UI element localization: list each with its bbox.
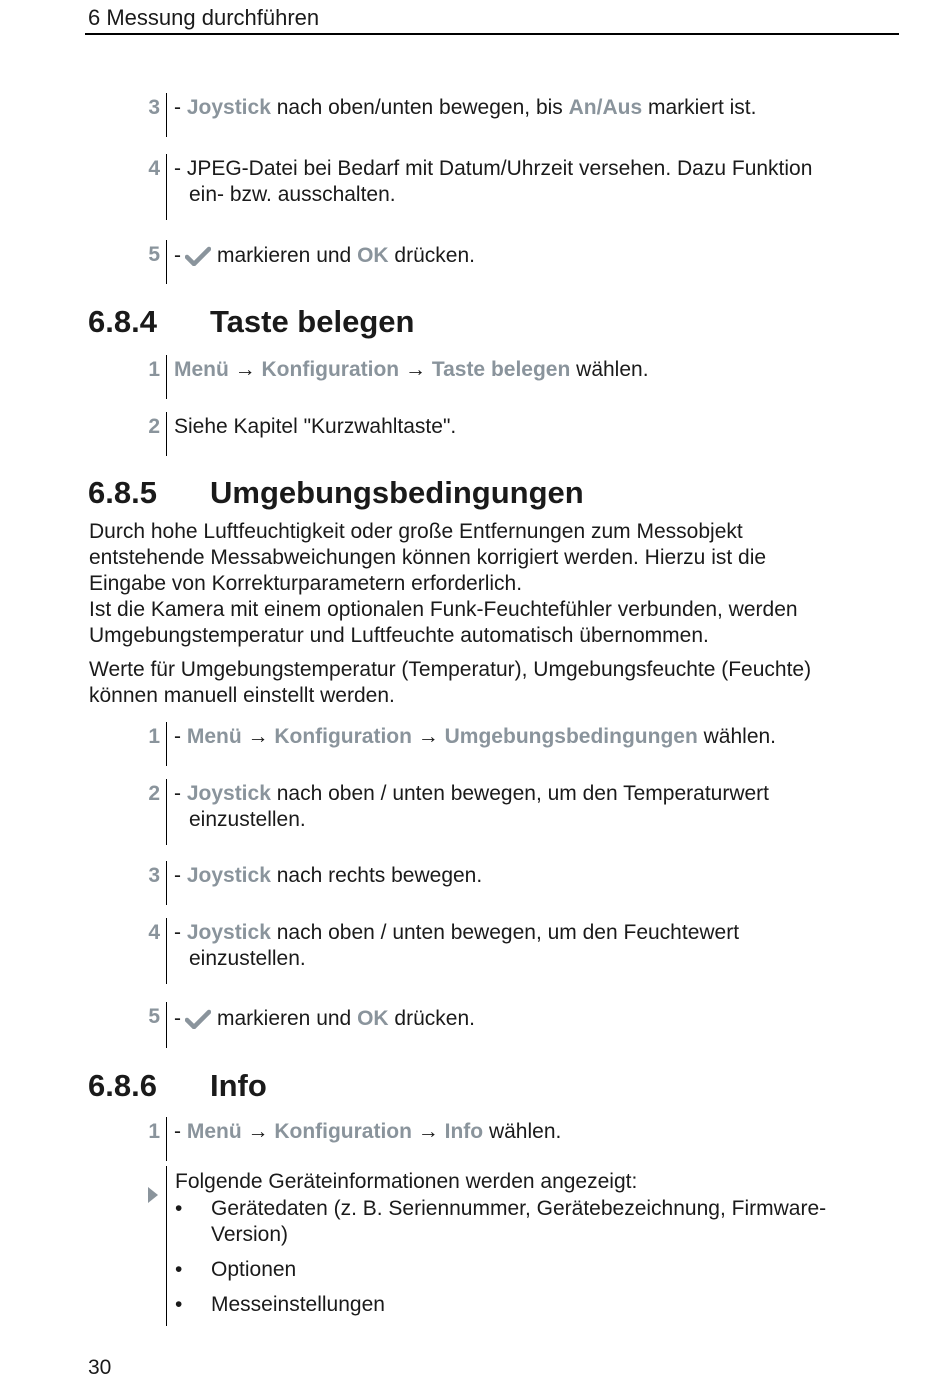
ok-term: OK (357, 244, 389, 267)
step-bar (166, 722, 167, 766)
step-text: - markieren und OK drücken. (174, 1007, 475, 1030)
step-text: - markieren und OK drücken. (174, 244, 475, 267)
section-number: 6.8.6 (88, 1068, 157, 1103)
menu-term: Menü (186, 725, 242, 748)
step-bar (166, 861, 167, 905)
an-aus-term: An/Aus (568, 96, 643, 119)
step-number: 2 (148, 415, 160, 438)
check-icon (185, 246, 211, 266)
umgebungsbedingungen-term: Umgebungsbedingungen (444, 725, 698, 748)
step-text: Menü → Konfiguration → Taste belegen wählen. (174, 358, 649, 381)
section-title: Umgebungsbedingungen (210, 475, 584, 510)
page-number: 30 (88, 1356, 112, 1379)
list-item: • Messeinstellungen (175, 1292, 826, 1318)
konfiguration-term: Konfiguration (274, 725, 412, 748)
menu-term: Menü (174, 358, 229, 381)
section-number: 6.8.5 (88, 475, 157, 510)
konfiguration-term: Konfiguration (261, 358, 400, 381)
step-text: - Menü → Konfiguration → Info wählen. (174, 1120, 562, 1143)
section-685-paragraph-1: Durch hohe Luftfeuchtigkeit oder große Entfernungen zum Messobjekt entstehende Messabweichungen können korrigiert werden. Hierzu ist die Eingabe von Korrekturparametern erforderlich. Ist die Kamera mit einem optionalen Funk-Feuchtefühler verbunden, werden Umgebungstemperatur und Luftfeuchte automatisch übernommen. (89, 520, 798, 647)
info-bullet-list (175, 1196, 826, 1318)
step-text: - JPEG-Datei bei Bedarf mit Datum/Uhrzeit versehen. Dazu Funktion ein- bzw. ausschalten. (174, 157, 813, 206)
info-term: Info (444, 1120, 484, 1143)
step-text: Siehe Kapitel "Kurzwahltaste". (174, 415, 457, 438)
triangle-right-icon (147, 1186, 159, 1204)
step-bar (166, 412, 167, 456)
joystick-term: Joystick (186, 864, 271, 887)
joystick-term: Joystick (186, 921, 271, 944)
ok-term: OK (357, 1007, 389, 1030)
step-text: - Menü → Konfiguration → Umgebungsbedingungen wählen. (174, 725, 777, 748)
step-text: - Joystick nach oben / unten bewegen, um den Feuchtewert einzustellen. (174, 921, 740, 970)
step-bar (166, 154, 167, 220)
step-bar (166, 240, 167, 284)
step-text: - Joystick nach oben/unten bewegen, bis An/Aus markiert ist. (174, 96, 757, 119)
step-number: 5 (148, 243, 160, 266)
check-icon (185, 1009, 211, 1029)
taste-belegen-term: Taste belegen (431, 358, 571, 381)
joystick-term: Joystick (186, 96, 271, 119)
step-bar (166, 779, 167, 845)
section-title: Info (210, 1068, 267, 1103)
section-number: 6.8.4 (88, 304, 157, 339)
step-bar (166, 355, 167, 399)
konfiguration-term: Konfiguration (274, 1120, 412, 1143)
step-number: 5 (148, 1005, 160, 1028)
header-rule (85, 33, 899, 35)
joystick-term: Joystick (186, 782, 271, 805)
list-item: • Optionen (175, 1257, 826, 1283)
step-bar (166, 1002, 167, 1048)
step-number: 2 (148, 782, 160, 805)
list-item: • Gerätedaten (z. B. Seriennummer, Gerätebezeichnung, Firmware- Version) (175, 1196, 826, 1248)
step-text: - Joystick nach rechts bewegen. (174, 864, 483, 887)
section-685-paragraph-2: Werte für Umgebungstemperatur (Temperatur), Umgebungsfeuchte (Feuchte) können manuell einstellt werden. (89, 658, 812, 707)
step-number: 4 (148, 157, 160, 180)
page-header-title: 6 Messung durchführen (88, 5, 320, 30)
step-number: 4 (148, 921, 160, 944)
step-bar (166, 918, 167, 984)
step-number: 1 (148, 1120, 160, 1143)
step-number: 3 (148, 96, 160, 119)
section-title: Taste belegen (210, 304, 415, 339)
result-intro: Folgende Geräteinformationen werden angezeigt: (175, 1170, 638, 1193)
menu-term: Menü (186, 1120, 242, 1143)
step-bar (166, 1117, 167, 1161)
step-number: 1 (148, 725, 160, 748)
step-number: 3 (148, 864, 160, 887)
result-bar (166, 1166, 167, 1326)
step-bar (166, 93, 167, 137)
step-text: - Joystick nach oben / unten bewegen, um den Temperaturwert einzustellen. (174, 782, 769, 831)
step-number: 1 (148, 358, 160, 381)
